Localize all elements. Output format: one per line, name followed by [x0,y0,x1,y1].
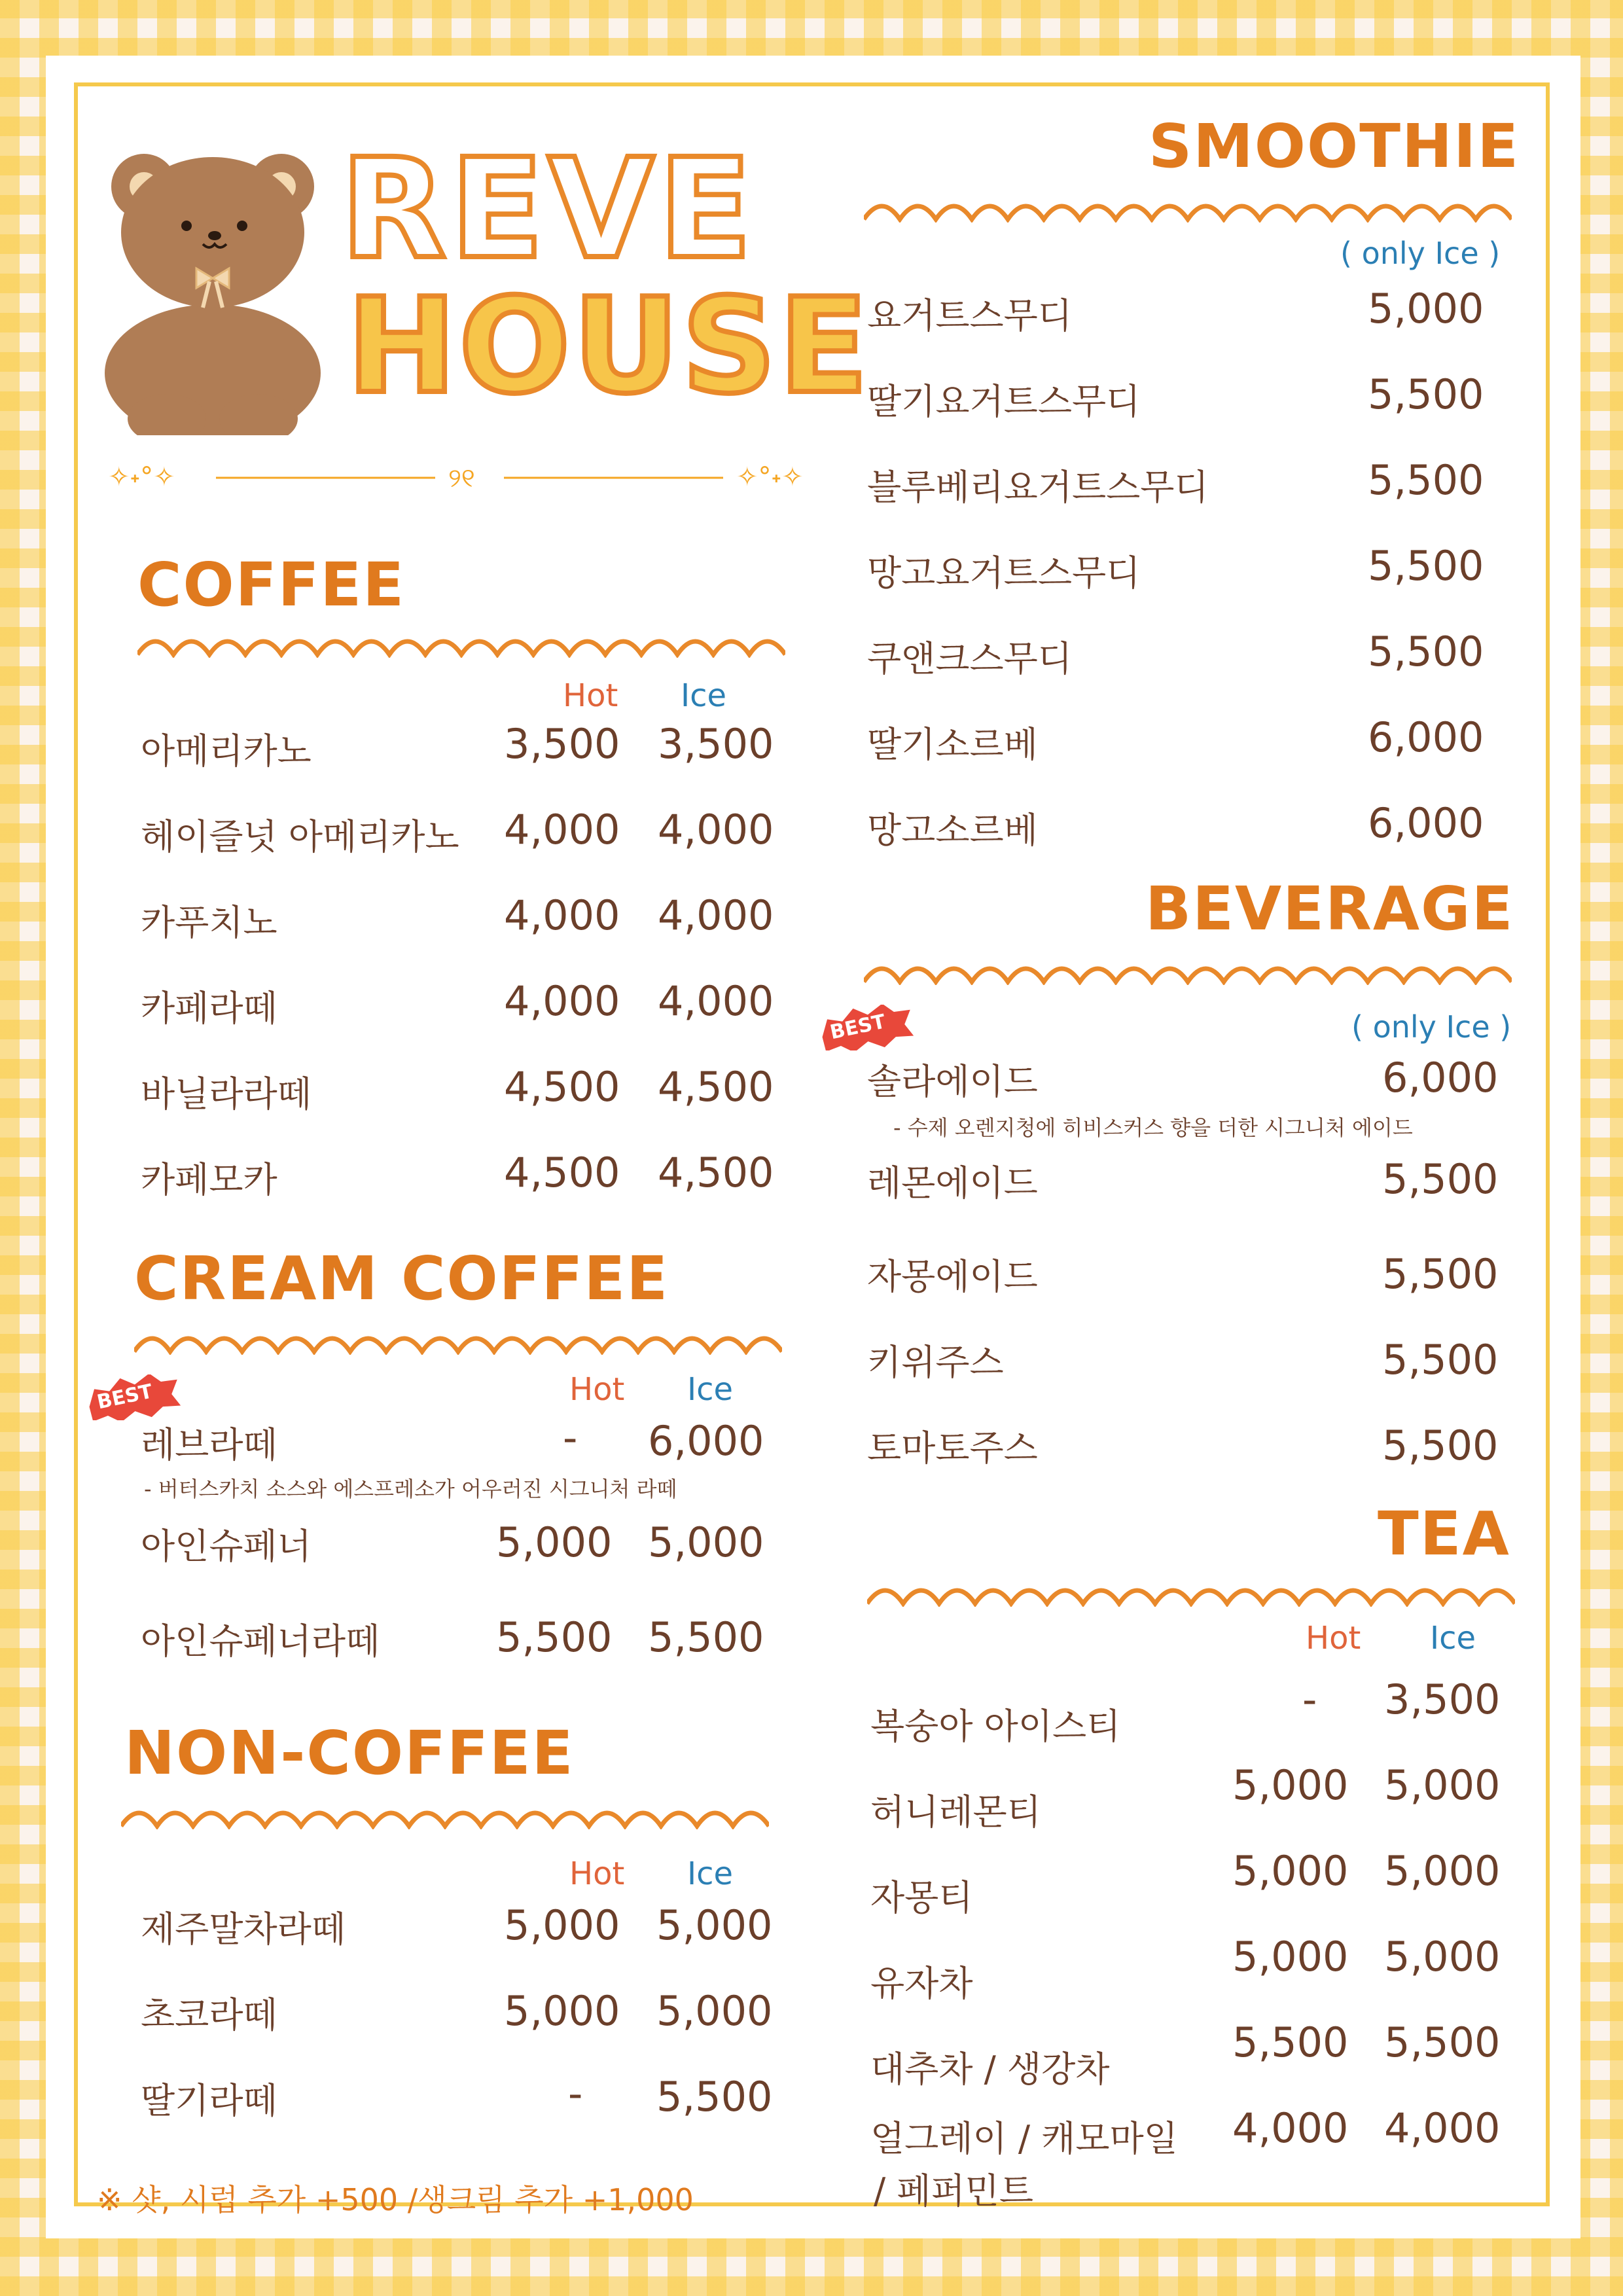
coffee-hot-label: Hot [563,677,618,714]
coffee-item-hot: 4,500 [504,1149,620,1196]
coffee-item-name: 아메리카노 [141,730,312,772]
coffee-item-ice: 4,500 [658,1063,774,1111]
noncoffee-item-name: 딸기라떼 [141,2080,277,2121]
smoothie-item-price: 5,500 [1368,370,1484,418]
cream-item-ice: 5,500 [648,1613,764,1661]
beverage-scallop [864,952,1512,985]
cream-coffee-scallop [134,1322,782,1355]
smoothie-item-name: 쿠앤크스무디 [867,638,1072,679]
cream-hot-label: Hot [569,1371,625,1408]
coffee-ice-label: Ice [681,677,727,714]
tea-item-name: 복숭아 아이스티 [870,1706,1121,1747]
coffee-item-name: 헤이즐넛 아메리카노 [141,816,459,857]
extras-note: ※ 샷, 시럽 추가 +500 /생크림 추가 +1,000 [97,2182,694,2217]
coffee-item-name: 카페모카 [141,1159,277,1200]
tea-title: TEA [1378,1499,1510,1569]
beverage-item-note: - 수제 오렌지청에 히비스커스 향을 더한 시그니처 에이드 [893,1115,1413,1140]
beverage-item-name: 자몽에이드 [867,1256,1038,1297]
cream-item-note: - 버터스카치 소스와 에스프레소가 어우러진 시그니처 라떼 [144,1477,677,1501]
tea-scallop [867,1574,1515,1607]
smoothie-item-price: 6,000 [1368,799,1484,847]
smoothie-item-name: 딸기소르베 [867,724,1038,765]
tea-item-ice: 5,000 [1384,1847,1501,1895]
coffee-item-ice: 3,500 [658,720,774,768]
smoothie-item-name: 망고소르베 [867,810,1038,851]
tea-item-ice: 3,500 [1384,1676,1501,1723]
tea-item-name-line2: / 페퍼민트 [874,2170,1034,2212]
tea-item-hot: 5,000 [1232,1761,1349,1809]
smoothie-item-name: 망고요거트스무디 [867,552,1141,594]
coffee-item-name: 카푸치노 [141,902,277,943]
smoothie-item-price: 5,500 [1368,456,1484,504]
bear-icon [105,147,321,435]
cream-item-ice: 5,000 [648,1518,764,1566]
beverage-item-price: 5,500 [1382,1155,1499,1203]
noncoffee-ice-label: Ice [687,1856,734,1892]
tea-item-name: 대추차 / 생강차 [870,2049,1110,2090]
cream-item-name: 아인슈페너 [141,1526,312,1567]
noncoffee-item-name: 초코라떼 [141,1994,277,2036]
svg-text:✧°˖✧: ✧°˖✧ [736,462,804,492]
svg-text:✧˖°✧: ✧˖°✧ [108,462,175,492]
non-coffee-title: NON-COFFEE [124,1718,575,1788]
coffee-item-hot: 4,000 [504,891,620,939]
coffee-item-ice: 4,000 [658,806,774,853]
coffee-scallop [137,625,785,658]
tea-item-name: 허니레몬티 [870,1791,1041,1833]
tea-item-hot: 5,000 [1232,1847,1349,1895]
best-badge-label: BEST [828,1010,888,1045]
ornament-divider [108,458,834,497]
svg-text:୨୧: ୨୧ [448,463,475,493]
coffee-item-hot: 4,500 [504,1063,620,1111]
beverage-item-price: 5,500 [1382,1422,1499,1469]
smoothie-item-price: 5,500 [1368,542,1484,590]
non-coffee-scallop [121,1797,769,1829]
coffee-item-name: 바닐라라떼 [141,1073,312,1115]
noncoffee-item-hot: - [568,2070,583,2117]
noncoffee-item-hot: 5,000 [504,1987,620,2035]
cream-item-hot: - [563,1414,578,1462]
tea-item-hot: - [1302,1676,1317,1723]
coffee-item-ice: 4,500 [658,1149,774,1196]
coffee-item-name: 카페라떼 [141,988,277,1029]
best-badge-label: BEST [95,1380,155,1414]
smoothie-item-name: 요거트스무디 [867,295,1072,336]
cream-coffee-title: CREAM COFFEE [134,1244,669,1314]
coffee-item-hot: 3,500 [504,720,620,768]
tea-item-name: 얼그레이 / 캐모마일 [870,2118,1178,2159]
beverage-title: BEVERAGE [1145,874,1514,944]
noncoffee-item-ice: 5,000 [656,1987,773,2035]
noncoffee-hot-label: Hot [569,1856,625,1892]
cream-ice-label: Ice [687,1371,734,1408]
smoothie-scallop [864,190,1512,223]
cream-item-hot: 5,000 [496,1518,613,1566]
tea-item-hot: 4,000 [1232,2104,1349,2152]
tea-item-ice: 5,500 [1384,2018,1501,2066]
coffee-item-ice: 4,000 [658,977,774,1025]
smoothie-only-ice: ( only Ice ) [1340,236,1501,271]
cream-item-name: 아인슈페너라떼 [141,1621,380,1662]
brand-line2: HOUSE [347,270,871,423]
tea-hot-label: Hot [1306,1620,1361,1657]
tea-item-hot: 5,000 [1232,1933,1349,1981]
smoothie-item-price: 5,500 [1368,628,1484,675]
cream-item-hot: 5,500 [496,1613,613,1661]
beverage-item-name: 키위주스 [867,1342,1004,1383]
coffee-title: COFFEE [137,550,406,620]
noncoffee-item-ice: 5,000 [656,1901,773,1949]
noncoffee-item-hot: 5,000 [504,1901,620,1949]
tea-item-hot: 5,500 [1232,2018,1349,2066]
beverage-item-price: 5,500 [1382,1250,1499,1298]
smoothie-item-price: 5,000 [1368,285,1484,332]
smoothie-item-price: 6,000 [1368,713,1484,761]
coffee-item-ice: 4,000 [658,891,774,939]
beverage-only-ice: ( only Ice ) [1351,1009,1512,1045]
noncoffee-item-ice: 5,500 [656,2073,773,2121]
smoothie-item-name: 블루베리요거트스무디 [867,467,1209,508]
noncoffee-item-name: 제주말차라떼 [141,1909,346,1950]
tea-item-ice: 4,000 [1384,2104,1501,2152]
tea-ice-label: Ice [1430,1620,1476,1657]
tea-item-name: 유자차 [870,1963,973,2004]
smoothie-title: SMOOTHIE [1149,111,1520,181]
cream-item-ice: 6,000 [648,1417,764,1465]
beverage-item-name: 토마토주스 [867,1427,1038,1469]
coffee-item-hot: 4,000 [504,806,620,853]
smoothie-item-name: 딸기요거트스무디 [867,381,1141,422]
beverage-item-name: 솔라에이드 [867,1061,1038,1102]
beverage-item-name: 레몬에이드 [867,1162,1038,1204]
cream-item-name: 레브라떼 [141,1424,277,1465]
tea-item-ice: 5,000 [1384,1761,1501,1809]
tea-item-name: 자몽티 [870,1877,973,1918]
tea-item-ice: 5,000 [1384,1933,1501,1981]
brand-line1: REVE [340,129,757,289]
beverage-item-price: 5,500 [1382,1336,1499,1384]
beverage-item-price: 6,000 [1382,1054,1499,1102]
coffee-item-hot: 4,000 [504,977,620,1025]
